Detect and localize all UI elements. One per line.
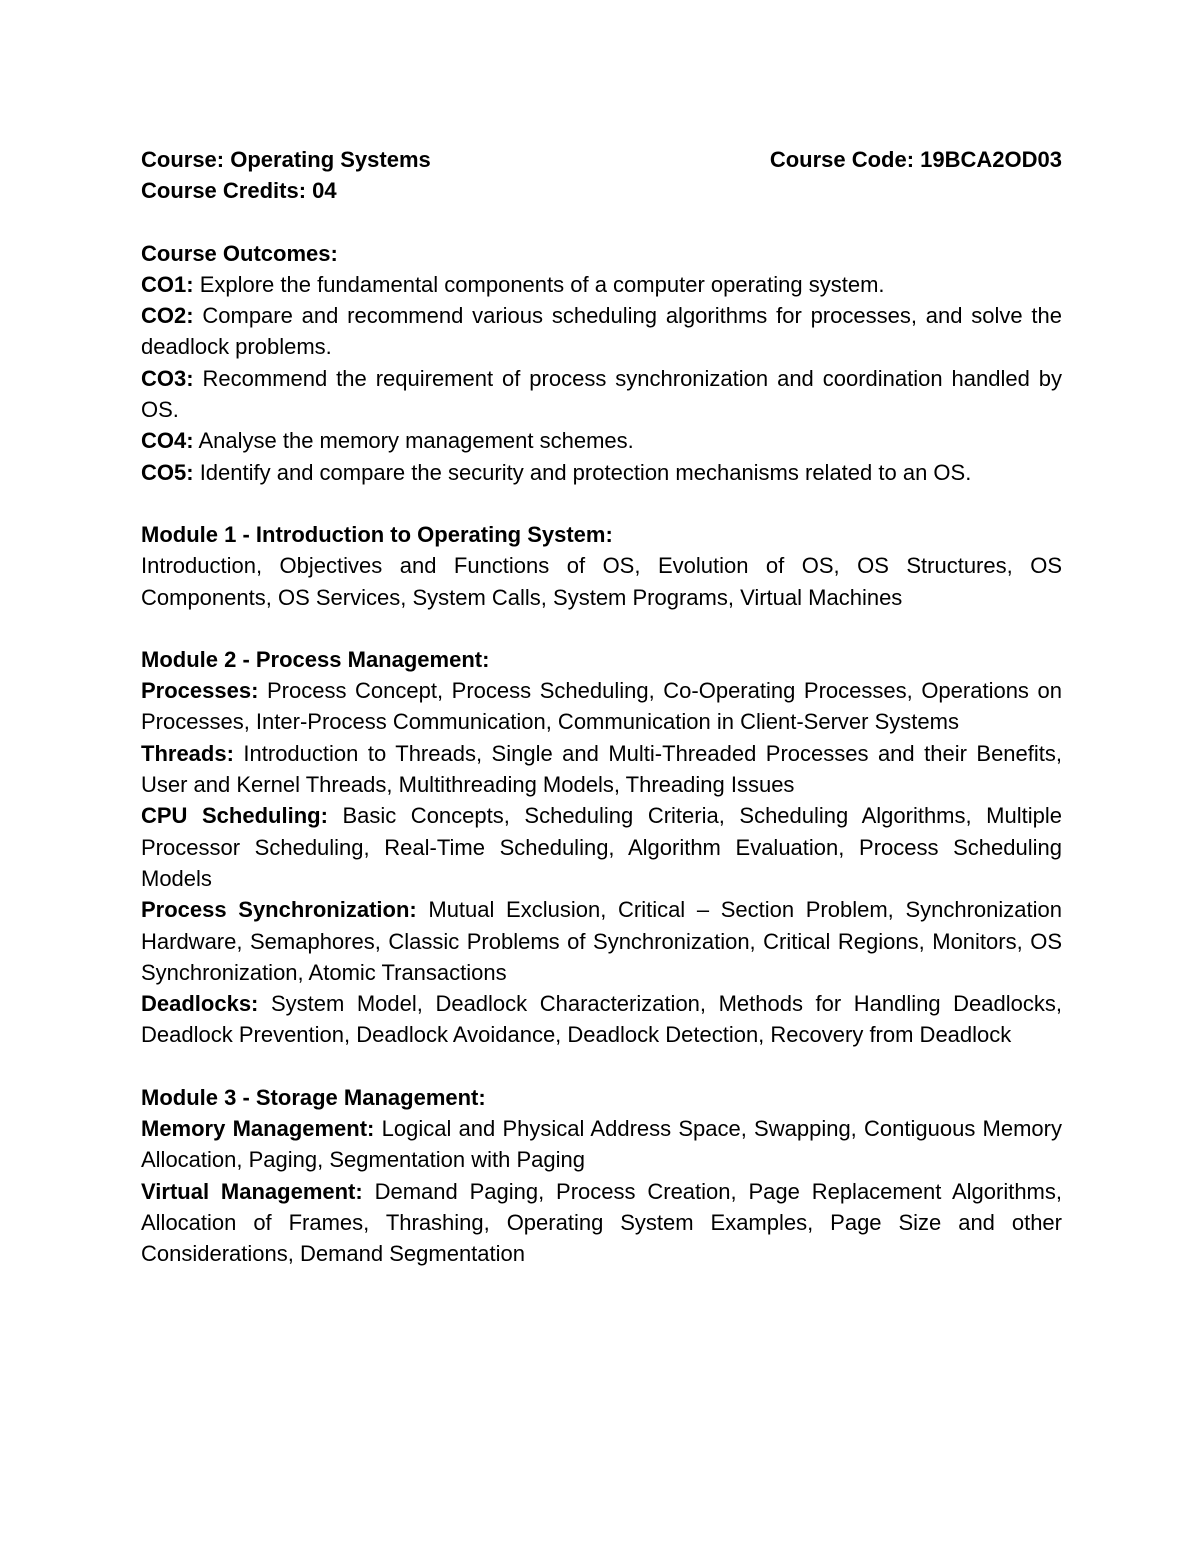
topic-label: Deadlocks: bbox=[141, 991, 259, 1017]
topic-text: Demand Paging, Process Creation, Page Replacement Algorithms, Allocation of Frames, Thrashing, Operating System Examples, Page Size and other Considerations, Demand Segmentation bbox=[141, 1178, 1062, 1267]
outcome-item bbox=[141, 457, 1062, 488]
topic-label: CPU Scheduling: bbox=[141, 803, 328, 829]
outcome-text: Compare and recommend various scheduling algorithms for processes, and solve the deadlock problems. bbox=[141, 303, 1062, 360]
module-text: Introduction, Objectives and Functions of OS, Evolution of OS, OS Structures, OS Components, OS Services, System Calls, System Programs, Virtual Machines bbox=[141, 553, 1062, 610]
outcome-item bbox=[141, 425, 1062, 456]
course-code: Course Code: 19BCA2OD03 bbox=[769, 147, 1062, 172]
topic-text: Logical and Physical Address Space, Swapping, Contiguous Memory Allocation, Paging, Segmentation with Paging bbox=[141, 1116, 1062, 1173]
module-topic bbox=[141, 800, 1062, 894]
module-topic bbox=[141, 1176, 1062, 1270]
topic-label: Virtual Management: bbox=[141, 1178, 363, 1204]
outcome-text: Recommend the requirement of process synchronization and coordination handled by OS. bbox=[141, 365, 1062, 423]
spacer bbox=[141, 207, 1062, 238]
module-topic bbox=[141, 738, 1062, 801]
outcome-text: Analyse the memory management schemes. bbox=[198, 428, 634, 454]
module-heading: Module 1 - Introduction to Operating System: bbox=[141, 521, 613, 547]
outcome-label: CO5: bbox=[141, 459, 194, 485]
syllabus-page bbox=[141, 144, 1062, 1270]
module-heading: Module 3 - Storage Management: bbox=[141, 1084, 486, 1110]
module-topic bbox=[141, 1113, 1062, 1176]
topic-label: Memory Management: bbox=[141, 1116, 375, 1142]
topic-text: Basic Concepts, Scheduling Criteria, Scheduling Algorithms, Multiple Processor Scheduling, Real-Time Scheduling, Algorithm Evaluation, Process Scheduling Models bbox=[141, 803, 1062, 891]
outcome-item bbox=[141, 269, 1062, 300]
outcome-label: CO4: bbox=[141, 428, 194, 454]
topic-label: Threads: bbox=[141, 740, 234, 766]
outcome-item bbox=[141, 300, 1062, 363]
outcome-label: CO3: bbox=[141, 365, 194, 391]
course-header-row bbox=[141, 144, 1062, 175]
outcomes-heading: Course Outcomes: bbox=[141, 240, 338, 266]
outcome-label: CO1: bbox=[141, 271, 194, 297]
module-topic bbox=[141, 988, 1062, 1051]
topic-label: Process Synchronization: bbox=[141, 897, 417, 923]
module-heading: Module 2 - Process Management: bbox=[141, 646, 490, 672]
topic-text: System Model, Deadlock Characterization, Methods for Handling Deadlocks, Deadlock Prevention, Deadlock Avoidance, Deadlock Detection, Recovery from Deadlock bbox=[141, 991, 1062, 1048]
topic-label: Processes: bbox=[141, 678, 259, 704]
topic-text: Mutual Exclusion, Critical – Section Problem, Synchronization Hardware, Semaphores, Classic Problems of Synchronization, Critical Regions, Monitors, OS Synchronization, Atomic Transactions bbox=[141, 897, 1062, 985]
outcome-label: CO2: bbox=[141, 303, 194, 329]
outcome-item bbox=[141, 363, 1062, 426]
outcome-text: Explore the fundamental components of a computer operating system. bbox=[199, 271, 885, 297]
topic-text: Process Concept, Process Scheduling, Co-Operating Processes, Operations on Processes, Inter-Process Communication, Communication in Client-Server Systems bbox=[141, 678, 1062, 735]
outcome-text: Identify and compare the security and protection mechanisms related to an OS. bbox=[199, 459, 972, 485]
module-topic bbox=[141, 894, 1062, 988]
module-topic bbox=[141, 675, 1062, 738]
course-title: Course: Operating Systems bbox=[141, 147, 431, 172]
spacer bbox=[141, 1051, 1062, 1082]
topic-text: Introduction to Threads, Single and Multi-Threaded Processes and their Benefits, User and Kernel Threads, Multithreading Models, Threading Issues bbox=[141, 740, 1062, 798]
spacer bbox=[141, 613, 1062, 644]
spacer bbox=[141, 488, 1062, 519]
course-credits: Course Credits: 04 bbox=[141, 178, 337, 204]
